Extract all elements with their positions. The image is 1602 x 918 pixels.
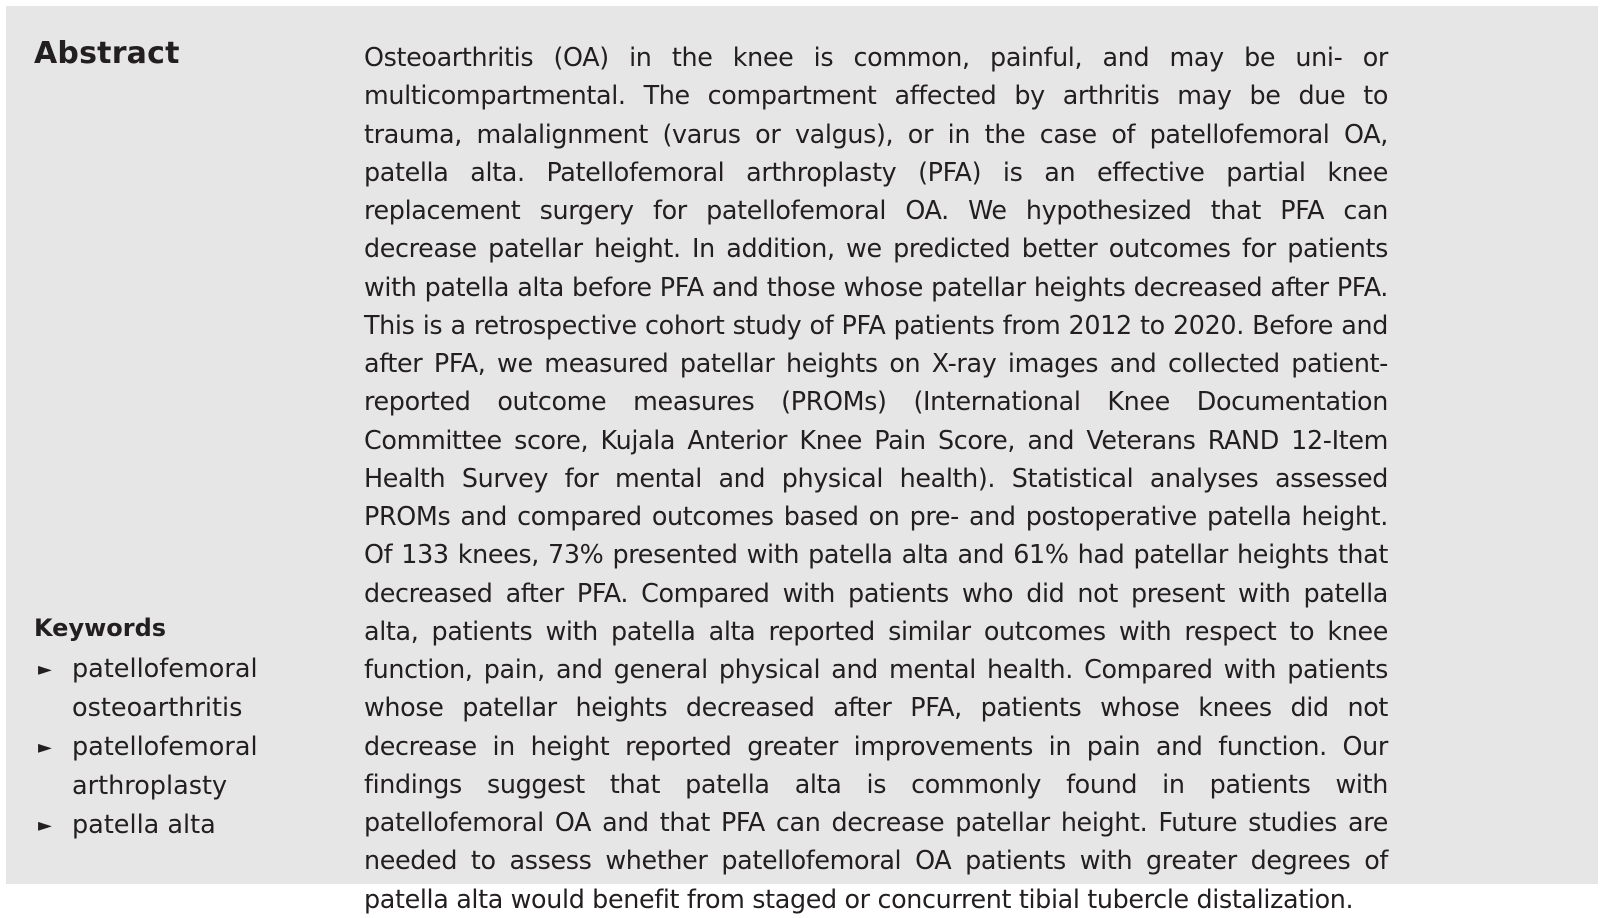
arrow-right-icon: ► xyxy=(38,737,52,758)
abstract-body: Osteoarthritis (OA) in the knee is common, painful, and may be uni- or multicompartmental. The compartment affected by arthritis may be due to trauma, malalignment (varus or valgus), or in the case of patellofemoral OA, patella alta. Patellofemoral arthroplasty (PFA) is an effective partial knee replacement surgery for patellofemoral OA. We hypothesized that PFA can decrease patellar height. In addition, we predicted better outcomes for patients with patella alta before PFA and those whose patellar heights decreased after PFA. This is a retrospective cohort study of PFA patients from 2012 to 2020. Before and after PFA, we measured patellar heights on X-ray images and collected patient-reported outcome measures (PROMs) (International Knee Documentation Committee score, Kujala Anterior Knee Pain Score, and Veterans RAND 12-Item Health Survey for mental and physical health). Statistical analyses assessed PROMs and compared outcomes based on pre- and postoperative patella height. Of 133 knees, 73% presented with patella alta and 61% had patellar heights that decreased after PFA. Compared with patients who did not present with patella alta, patients with patella alta reported similar outcomes with respect to knee function, pain, and general physical and mental health. Compared with patients whose patellar heights decreased after PFA, patients whose knees did not decrease in height reported greater improvements in pain and function. Our findings suggest that patella alta is commonly found in patients with patellofemoral OA and that PFA can decrease patellar height. Future studies are needed to assess whether patellofemoral OA patients with greater degrees of patella alta would benefit from staged or concurrent tibial tubercle distalization. xyxy=(364,42,1388,914)
arrow-right-icon: ► xyxy=(38,815,52,836)
keyword-item xyxy=(34,728,334,806)
keywords-section xyxy=(34,612,334,845)
abstract-panel xyxy=(6,6,1598,914)
abstract-heading: Abstract xyxy=(34,36,180,71)
keyword-item xyxy=(34,650,334,728)
keyword-label: patella alta xyxy=(72,810,216,840)
keyword-label: patellofemoral osteoarthritis xyxy=(72,654,258,723)
keywords-heading: Keywords xyxy=(34,614,167,642)
keyword-label: patellofemoral arthroplasty xyxy=(72,732,258,801)
arrow-right-icon: ► xyxy=(38,659,52,680)
abstract-heading-column xyxy=(34,36,334,72)
keywords-list xyxy=(34,650,334,845)
keyword-item xyxy=(34,806,334,845)
